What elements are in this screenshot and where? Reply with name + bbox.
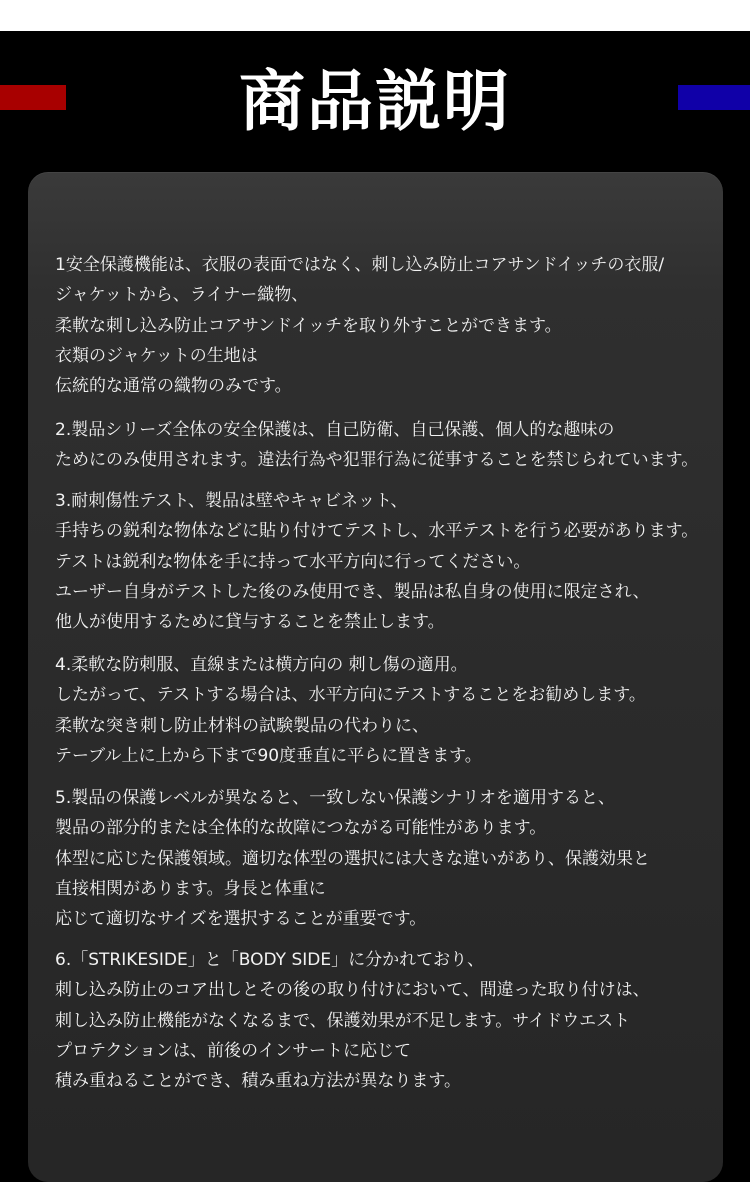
paragraph-1 xyxy=(55,250,745,401)
paragraph-line: 刺し込み防止機能がなくなるまで、保護効果が不足します。サイドウエスト xyxy=(55,1010,631,1031)
paragraph-3 xyxy=(55,486,745,637)
paragraph-line: テストは鋭利な物体を手に持って水平方向に行ってください。 xyxy=(55,551,531,572)
paragraph-4 xyxy=(55,650,745,771)
paragraph-line: 5.製品の保護レベルが異なると、一致しない保護シナリオを適用すると、 xyxy=(55,788,616,808)
paragraph-line: 積み重ねることができ、積み重ね方法が異なります。 xyxy=(55,1071,461,1092)
paragraph-line: 6.「STRIKESIDE」と「BODY SIDE」に分かれており、 xyxy=(55,950,485,970)
paragraph-line: 柔軟な突き刺し防止材料の試験製品の代わりに、 xyxy=(55,715,429,736)
paragraph-line: したがって、テストする場合は、水平方向にテストすることをお勧めします。 xyxy=(55,685,646,706)
paragraph-line: 4.柔軟な防刺服、直線または横方向の 刺し傷の適用。 xyxy=(55,655,468,675)
paragraph-line: ジャケットから、ライナー織物、 xyxy=(55,285,309,306)
paragraph-line: 衣類のジャケットの生地は xyxy=(55,345,258,366)
paragraph-line: 手持ちの鋭利な物体などに貼り付けてテストし、水平テストを行う必要があります。 xyxy=(55,521,699,542)
paragraph-2 xyxy=(55,415,745,476)
page-title: 商品説明 xyxy=(239,63,511,141)
top-white-strip xyxy=(0,0,750,31)
paragraph-line: ためにのみ使用されます。違法行為や犯罪行為に従事することを禁じられています。 xyxy=(55,450,699,471)
paragraph-line: 体型に応じた保護領域。適切な体型の選択には大きな違いがあり、保護効果と xyxy=(55,848,650,869)
paragraph-line: 3.耐刺傷性テスト、製品は壁やキャビネット、 xyxy=(55,491,408,511)
paragraph-line: 2.製品シリーズ全体の安全保護は、自己防衛、自己保護、個人的な趣味の xyxy=(55,420,615,440)
paragraph-5 xyxy=(55,783,745,934)
paragraph-line: 製品の部分的または全体的な故障につながる可能性があります。 xyxy=(55,818,547,839)
paragraph-line: テーブル上に上から下まで90度垂直に平らに置きます。 xyxy=(55,745,482,766)
paragraph-line: 柔軟な刺し込み防止コアサンドイッチを取り外すことができます。 xyxy=(55,315,562,336)
paragraph-6 xyxy=(55,945,745,1096)
paragraph-line: 直接相関があります。身長と体重に xyxy=(55,878,326,899)
paragraph-line: ユーザー自身がテストした後のみ使用でき、製品は私自身の使用に限定され、 xyxy=(55,581,650,602)
paragraph-line: 伝統的な通常の織物のみです。 xyxy=(55,376,292,397)
paragraph-line: プロテクションは、前後のインサートに応じて xyxy=(55,1040,411,1061)
paragraph-line: 刺し込み防止のコア出しとその後の取り付けにおいて、間違った取り付けは、 xyxy=(55,980,650,1001)
paragraph-line: 応じて適切なサイズを選択することが重要です。 xyxy=(55,909,427,930)
paragraph-line: 他人が使用するために貸与することを禁止します。 xyxy=(55,612,445,633)
paragraph-line: 1安全保護機能は、衣服の表面ではなく、刺し込み防止コアサンドイッチの衣服/ xyxy=(55,255,665,275)
